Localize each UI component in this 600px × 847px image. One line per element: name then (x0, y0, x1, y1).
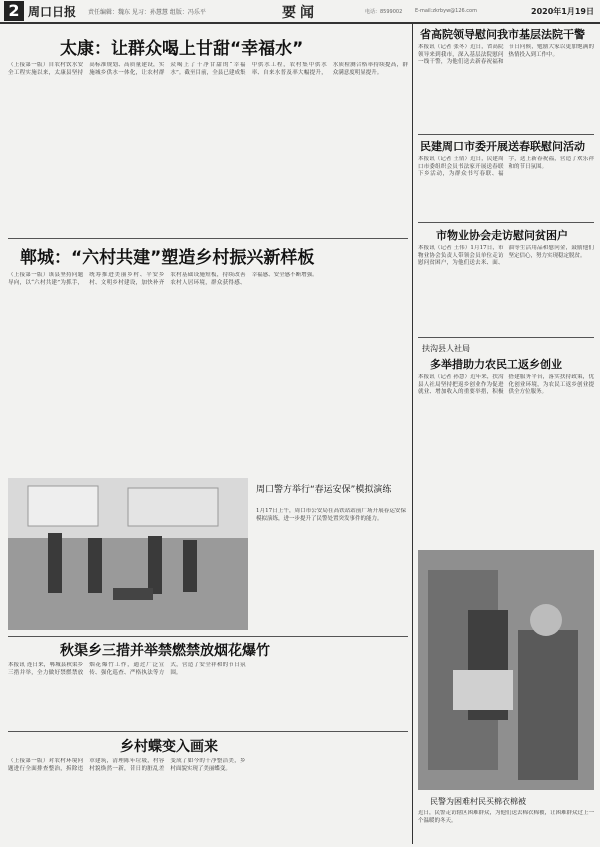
section-title: 要闻 (282, 5, 318, 21)
divider (418, 222, 594, 223)
divider (8, 238, 408, 239)
page-number: 2 (4, 1, 24, 21)
article-body-association: 本报讯（记者 王伟）1月17日，市物业协会负责人带领会员单位走访慰问贫困户，为他们送去米、面、油等生活用品和慰问金，鼓励他们坚定信心，努力实现稳定脱贫。 (418, 245, 594, 266)
article-body-qiuqu: 本报讯 连日来，郸城县秋渠乡三措并举，全力做好禁燃禁放烟花爆竹工作，通过广泛宣传、强化巡查、严格执法等方式，营造了安全祥和的节日氛围。 (8, 662, 246, 676)
column-divider (412, 24, 413, 844)
article-body-minjian: 本报讯（记者 王倩）近日，民建周口市委组织会员书法家开展送春联下乡活动，为群众书写春联、福字，送上新春祝福，营造了欢乐祥和的节日氛围。 (418, 156, 594, 177)
article-body-fugou: 本报讯（记者 孙慧）近年来，扶沟县人社局坚持把返乡创业作为促进就业、增加收入的重要举措，积极搭建服务平台，落实扶持政策，优化创业环境，为农民工返乡创业提供全方位服务。 (418, 374, 594, 395)
hotline: 电话：8599002 (365, 9, 403, 15)
police-visit-illustration (418, 550, 594, 790)
article-title-fugou: 多举措助力农民工返乡创业 (430, 358, 562, 371)
article-body-taikang: （上接第一版）自农村饮水安全工程实施以来，太康县坚持高标准规划、高质量建设，实施城乡供水一体化，让农村群众喝上了干净甘甜的“幸福水”。截至目前，全县已建成集中供水工程，农村集中供水率、自来水普及率大幅提升，水质检测合格率持续提高，群众满意度明显提升。 (8, 62, 408, 76)
article-title-village: 乡村蝶变入画来 (120, 739, 218, 755)
police-visit-photo (418, 550, 594, 790)
editors-line: 责任编辑：魏东 见习：孙慧慧 组版：冯乐平 (88, 9, 206, 16)
article-body-leaders: 本报讯（记者 张冬）近日，省高院领导来到我市，深入基层法院慰问一线干警，为他们送去新春祝福和节日问候，勉励大家以更加饱满的热情投入到工作中。 (418, 44, 594, 65)
article-kicker-fugou: 扶沟县人社局 (422, 344, 470, 353)
divider (8, 636, 408, 637)
police-drill-photo (8, 478, 248, 630)
divider (418, 134, 594, 135)
article-title-association: 市物业协会走访慰问贫困户 (436, 229, 568, 242)
issue-date: 2020年1月19日 (531, 7, 594, 16)
article-body-village: （上接第一版）对农村环境问题进行全面排查整治，拆除违章建筑，清理陈年垃圾，村容村貌焕然一新，昔日的脏乱差变成了如今的干净整洁美，乡村面貌实现了美丽蝶变。 (8, 758, 246, 772)
page-masthead (0, 0, 600, 24)
article-title-yuncheng: 郸城：“六村共建”塑造乡村振兴新样板 (20, 248, 315, 268)
photo1-caption: 1月17日上午，周口市公安局在高铁站站前广场开展春运安保模拟演练，进一步提升了民警处置突发事件的能力。 (256, 508, 406, 522)
photo2-caption: 近日，民警走访辖区困难群众，为他们送去棉衣棉被，让困难群众过上一个温暖的冬天。 (418, 810, 594, 824)
divider (8, 731, 408, 732)
article-title-qiuqu: 秋渠乡三措并举禁燃禁放烟花爆竹 (60, 643, 270, 659)
police-drill-illustration (8, 478, 248, 630)
article-title-taikang: 太康：让群众喝上甘甜“幸福水” (60, 39, 304, 59)
email: E-mail:zkrbyw@126.com (415, 8, 477, 14)
article-title-leaders: 省高院领导慰问我市基层法院干警 (420, 28, 585, 41)
paper-name: 周口日报 (28, 5, 77, 19)
article-body-yuncheng: （上接第一版）该县坚持问题导向，以“六村共建”为抓手，统筹推进美丽乡村、平安乡村、文明乡村建设，加快补齐农村基础设施短板，持续改善农村人居环境，群众获得感、幸福感、安全感不断增强。 (8, 272, 318, 286)
photo2-caption-title: 民警为困难村民买棉衣棉被 (430, 797, 526, 806)
divider (418, 337, 594, 338)
photo1-title: 周口警方举行“春运安保”模拟演练 (256, 485, 392, 495)
article-title-minjian: 民建周口市委开展送春联慰问活动 (420, 140, 585, 153)
